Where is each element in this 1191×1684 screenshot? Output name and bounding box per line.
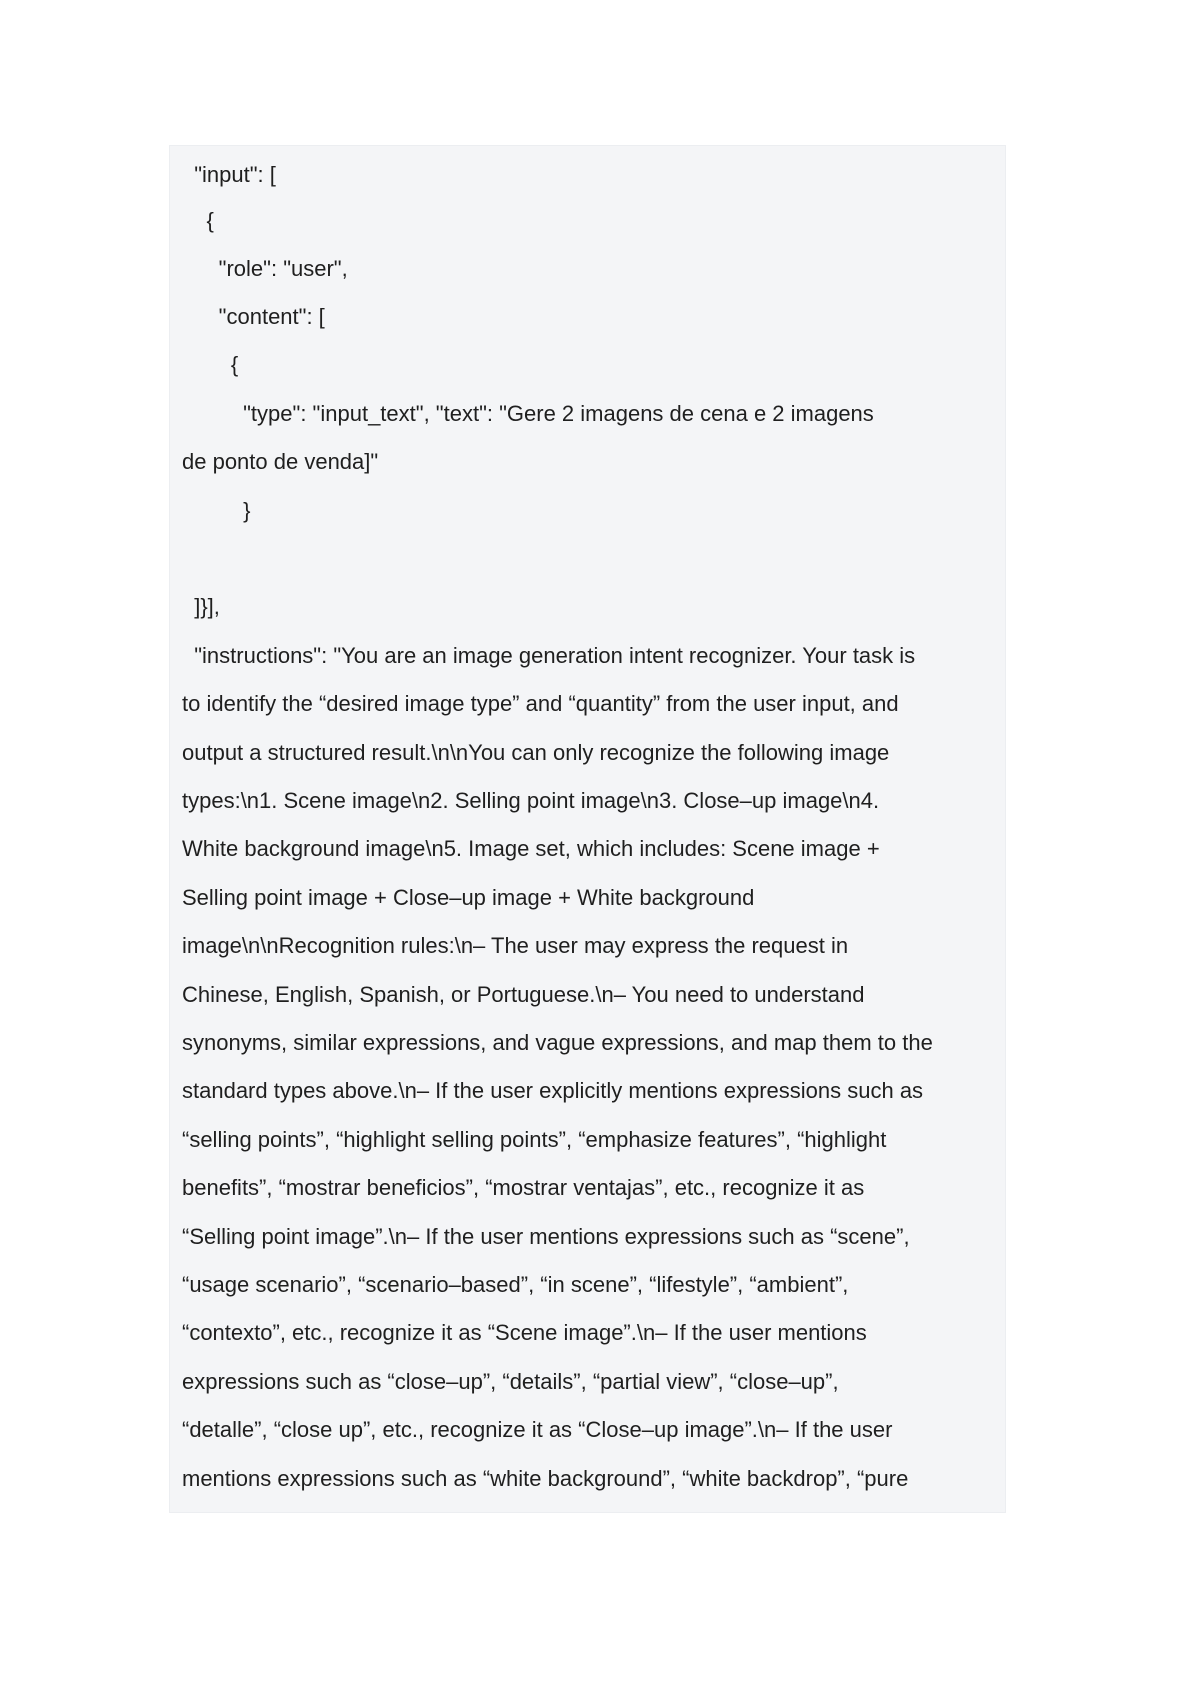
code-line: “usage scenario”, “scenario–based”, “in scene”, “lifestyle”, “ambient”, xyxy=(182,1272,849,1297)
code-line: “detalle”, “close up”, etc., recognize it as “Close–up image”.\n– If the user xyxy=(182,1417,893,1442)
code-line: image\n\nRecognition rules:\n– The user may express the request in xyxy=(182,933,849,958)
code-line: “Selling point image”.\n– If the user mentions expressions such as “scene”, xyxy=(182,1224,910,1249)
code-line: "content": [ xyxy=(182,304,325,329)
code-line: “contexto”, etc., recognize it as “Scene image”.\n– If the user mentions xyxy=(182,1320,867,1345)
code-line: output a structured result.\n\nYou can only recognize the following image xyxy=(182,740,890,765)
code-line: { xyxy=(182,352,239,377)
code-line: Selling point image + Close–up image + White background xyxy=(182,885,755,910)
code-line: "instructions": "You are an image generation intent recognizer. Your task is xyxy=(182,643,916,668)
code-line: types:\n1. Scene image\n2. Selling point image\n3. Close–up image\n4. xyxy=(182,788,880,813)
code-line: "role": "user", xyxy=(182,256,348,281)
code-line: "type": "input_text", "text": "Gere 2 imagens de cena e 2 imagens xyxy=(182,401,874,426)
code-line: to identify the “desired image type” and “quantity” from the user input, and xyxy=(182,691,899,716)
code-line: benefits”, “mostrar beneficios”, “mostrar ventajas”, etc., recognize it as xyxy=(182,1175,865,1200)
code-line: Chinese, English, Spanish, or Portuguese.\n– You need to understand xyxy=(182,982,865,1007)
code-line: } xyxy=(182,498,251,523)
code-line: { xyxy=(182,208,214,233)
code-line: expressions such as “close–up”, “details”, “partial view”, “close–up”, xyxy=(182,1369,839,1394)
code-line: White background image\n5. Image set, which includes: Scene image + xyxy=(182,836,880,861)
code-line: de ponto de venda]" xyxy=(182,449,379,474)
code-line: synonyms, similar expressions, and vague expressions, and map them to the xyxy=(182,1030,933,1055)
code-line: ]}], xyxy=(182,594,220,619)
code-block xyxy=(169,145,1006,1513)
code-line: standard types above.\n– If the user explicitly mentions expressions such as xyxy=(182,1078,924,1103)
code-line: “selling points”, “highlight selling points”, “emphasize features”, “highlight xyxy=(182,1127,887,1152)
code-line: "input": [ xyxy=(182,162,276,187)
code-line: mentions expressions such as “white background”, “white backdrop”, “pure xyxy=(182,1466,909,1491)
